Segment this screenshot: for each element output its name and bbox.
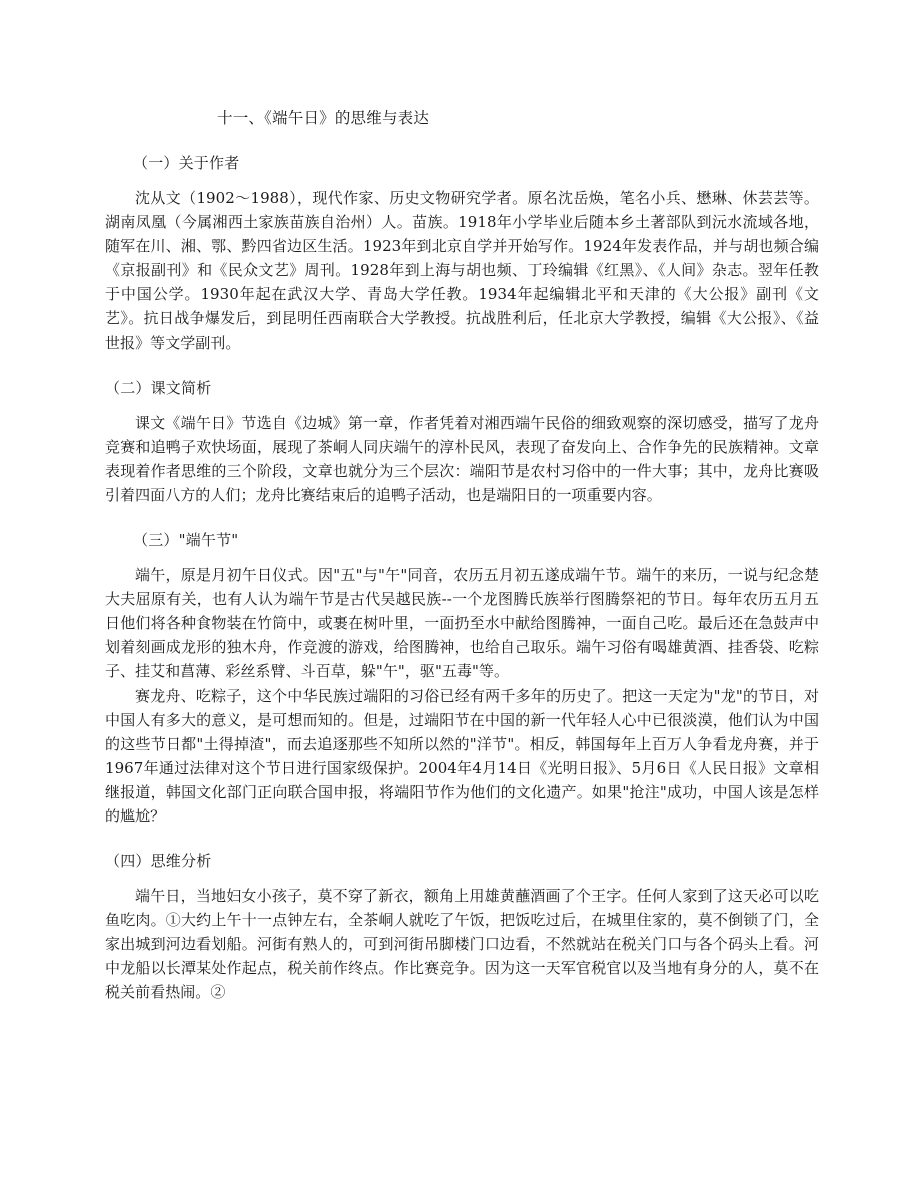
document-content	[105, 104, 819, 1025]
section-heading-dragon-boat-festival: （三）"端午节"	[133, 531, 239, 550]
section-heading-text-analysis: （二）课文简析	[105, 378, 212, 397]
section-heading-thinking-analysis: （四）思维分析	[105, 852, 212, 871]
page-title: 十一、《端午日》的思维与表达	[217, 109, 430, 127]
section-heading-author: （一）关于作者	[133, 154, 240, 172]
paragraph-author-bio: 沈从文（1902～1988），现代作家、历史文物研究学者。原名沈岳焕，笔名小兵、懋琳、休芸芸等。湖南凤凰（今属湘西土家族苗族自治州）人。苗族。1918年小学毕业后随本乡土著部队到沅水流域各地，随军在川、湘、鄂、黔四省边区生活。1923年到北京自学并开始写作。1924年发表作品，并与胡也频合编《京报副刊》和《民众文艺》周刊。1928年到上海与胡也频、丁玲编辑《红黑》、《人间》杂志。翌年任教于中国公学。1930年起在武汉大学、青岛大学任教。1934年起编辑北平和天津的《大公报》副刊《文艺》。抗日战争爆发后，到昆明任西南联合大学教授。抗战胜利后，任北京大学教授，编辑《大公报》、《益世报》等文学副刊。	[105, 189, 819, 352]
paragraph-text-analysis: 课文《端午日》节选自《边城》第一章，作者凭着对湘西端午民俗的细致观察的深切感受，描写了龙舟竞赛和追鸭子欢快场面，展现了茶峒人同庆端午的淳朴民风，表现了奋发向上、合作争先的民族精神。文章表现着作者思维的三个阶段，文章也就分为三个层次：端阳节是农村习俗中的一件大事；其中，龙舟比赛吸引着四面八方的人们；龙舟比赛结束后的追鸭子活动，也是端阳日的一项重要内容。	[105, 413, 819, 504]
paragraph-thinking-analysis: 端午日，当地妇女小孩子，莫不穿了新衣，额角上用雄黄蘸酒画了个王字。任何人家到了这天必可以吃鱼吃肉。①大约上午十一点钟左右，全茶峒人就吃了午饭，把饭吃过后，在城里住家的，莫不倒锁了门，全家出城到河边看划船。河街有熟人的，可到河街吊脚楼门口边看，不然就站在税关门口与各个码头上看。河中龙船以长潭某处作起点，税关前作终点。作比赛竞争。因为这一天军官税官以及当地有身分的人，莫不在税关前看热闹。②	[105, 887, 819, 1002]
paragraph-festival-modern: 赛龙舟、吃粽子，这个中华民族过端阳的习俗已经有两千多年的历史了。把这一天定为"龙"的节日，对中国人有多大的意义，是可想而知的。但是，过端阳节在中国的新一代年轻人心中已很淡漠，他们认为中国的这些节日都"土得掉渣"，而去追逐那些不知所以然的"洋节"。相反，韩国每年上百万人争看龙舟赛，并于1967年通过法律对这个节日进行国家级保护。2004年4月14日《光明日报》、5月6日《人民日报》文章相继报道，韩国文化部门正向联合国申报，将端阳节作为他们的文化遗产。如果"抢注"成功，中国人该是怎样的尴尬？	[105, 686, 820, 825]
paragraph-festival-origin: 端午，原是月初午日仪式。因"五"与"午"同音，农历五月初五遂成端午节。端午的来历，一说与纪念楚大夫屈原有关，也有人认为端午节是古代吴越民族--一个龙图腾氏族举行图腾祭祀的节日。每年农历五月五日他们将各种食物装在竹筒中，或裹在树叶里，一面扔至水中献给图腾神，一面自己吃。最后还在急鼓声中划着刻画成龙形的独木舟，作竞渡的游戏，给图腾神，也给自己取乐。端午习俗有喝雄黄酒、挂香袋、吃粽子、挂艾和菖薄、彩丝系臂、斗百草，躲"午"，驱"五毒"等。	[105, 566, 819, 681]
